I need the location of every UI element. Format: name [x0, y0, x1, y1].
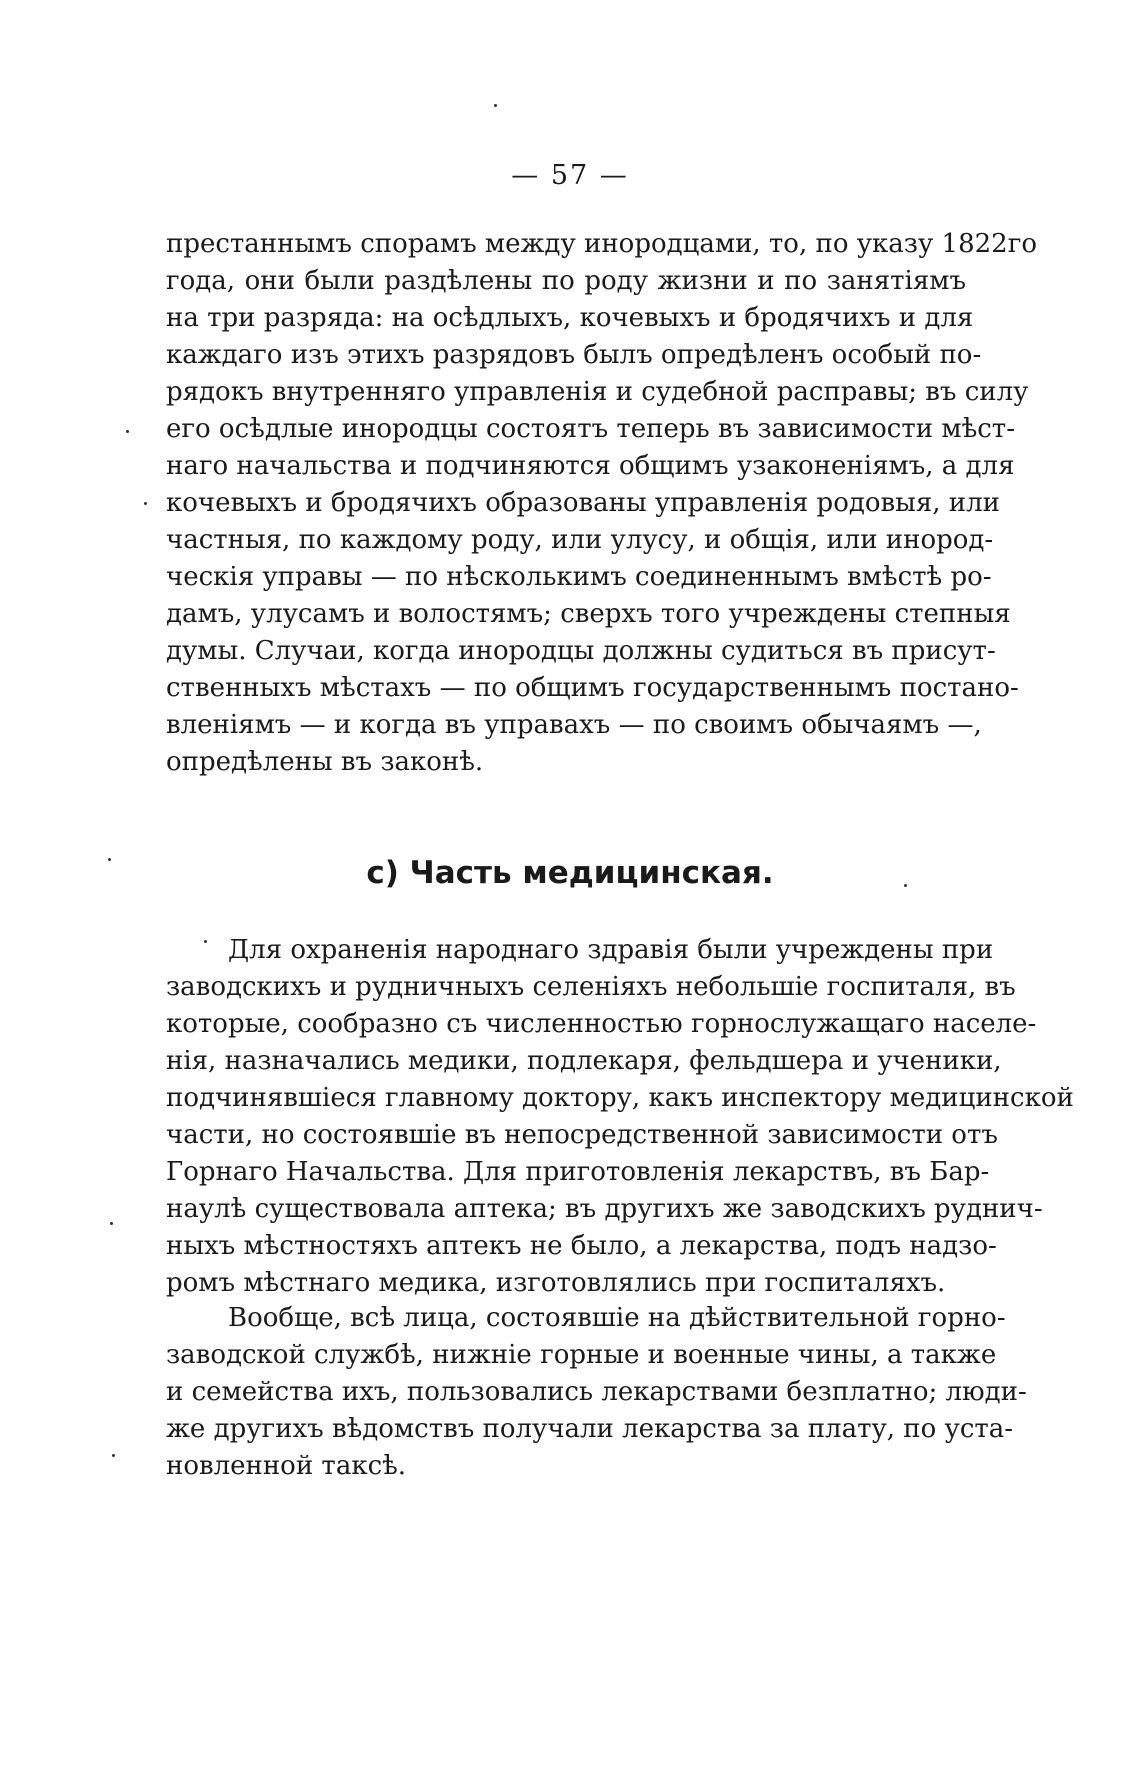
print-speck — [108, 858, 111, 861]
text-line: ственныхъ мѣстахъ — по общимъ государственнымъ постано- — [166, 673, 1019, 703]
text-line: опредѣлены въ законѣ. — [166, 747, 484, 777]
page-number: — 57 — — [511, 160, 629, 191]
text-line: частныя, по каждому роду, или улусу, и общія, или инород- — [166, 525, 994, 555]
text-line: дамъ, улусамъ и волостямъ; сверхъ того учреждены степныя — [166, 599, 1011, 629]
text-line: Вообще, всѣ лица, состоявшіе на дѣйствительной горно- — [228, 1303, 1006, 1333]
text-line: каждаго изъ этихъ разрядовъ былъ опредѣленъ особый по- — [166, 340, 982, 370]
text-line: же другихъ вѣдомствъ получали лекарства за плату, по уста- — [166, 1414, 1014, 1444]
paragraph-medical — [166, 932, 1074, 1302]
text-line: нія, назначались медики, подлекаря, фельдшера и ученики, — [166, 1046, 1002, 1076]
text-line: заводскихъ и рудничныхъ селеніяхъ небольшіе госпиталя, въ — [166, 972, 1016, 1002]
text-line: думы. Случаи, когда инородцы должны судиться въ присут- — [166, 636, 996, 666]
text-line: подчинявшіеся главному доктору, какъ инспектору медицинской — [166, 1083, 1074, 1113]
print-speck — [204, 940, 207, 943]
text-line: части, но состоявшіе въ непосредственной зависимости отъ — [166, 1120, 998, 1150]
text-line: которые, сообразно съ численностью горнослужащаго населе- — [166, 1009, 1037, 1039]
text-line: престаннымъ спорамъ между инородцами, то, по указу 1822го — [166, 229, 1037, 259]
text-line: Для охраненія народнаго здравія были учреждены при — [228, 935, 994, 965]
text-line: Горнаго Начальства. Для приготовленія лекарствъ, въ Бар- — [166, 1157, 990, 1187]
print-speck — [112, 1454, 115, 1457]
text-line: ромъ мѣстнаго медика, изготовлялись при госпиталяхъ. — [166, 1268, 946, 1298]
text-line: вленіямъ — и когда въ управахъ — по своимъ обычаямъ —, — [166, 710, 982, 740]
print-speck — [904, 884, 907, 887]
text-line: новленной таксѣ. — [166, 1451, 407, 1481]
text-line: на три разряда: на осѣдлыхъ, кочевыхъ и бродячихъ и для — [166, 303, 974, 333]
text-line: ческія управы — по нѣсколькимъ соединеннымъ вмѣстѣ ро- — [166, 562, 992, 592]
text-line: года, они были раздѣлены по роду жизни и по занятіямъ — [166, 266, 966, 296]
text-line: и семейства ихъ, пользовались лекарствами безплатно; люди- — [166, 1377, 1027, 1407]
print-speck — [144, 502, 147, 505]
text-line: наулѣ существовала аптека; въ другихъ же заводскихъ руднич- — [166, 1194, 1043, 1224]
text-line: кочевыхъ и бродячихъ образованы управленія родовыя, или — [166, 488, 1000, 518]
section-heading: с) Часть медицинская. — [366, 855, 774, 891]
print-speck — [494, 104, 497, 107]
print-speck — [110, 1222, 113, 1225]
text-line: наго начальства и подчиняются общимъ узаконеніямъ, а для — [166, 451, 1015, 481]
text-line: ныхъ мѣстностяхъ аптекъ не было, а лекарства, подъ надзо- — [166, 1231, 997, 1261]
text-line: рядокъ внутренняго управленія и судебной расправы; въ силу — [166, 377, 1029, 407]
print-speck — [126, 430, 129, 433]
text-line: заводской службѣ, нижніе горные и военные чины, а также — [166, 1340, 997, 1370]
paragraph-medicines — [166, 1300, 1027, 1485]
paragraph-continued — [166, 226, 1037, 781]
text-line: его осѣдлые инородцы состоятъ теперь въ зависимости мѣст- — [166, 414, 1015, 444]
